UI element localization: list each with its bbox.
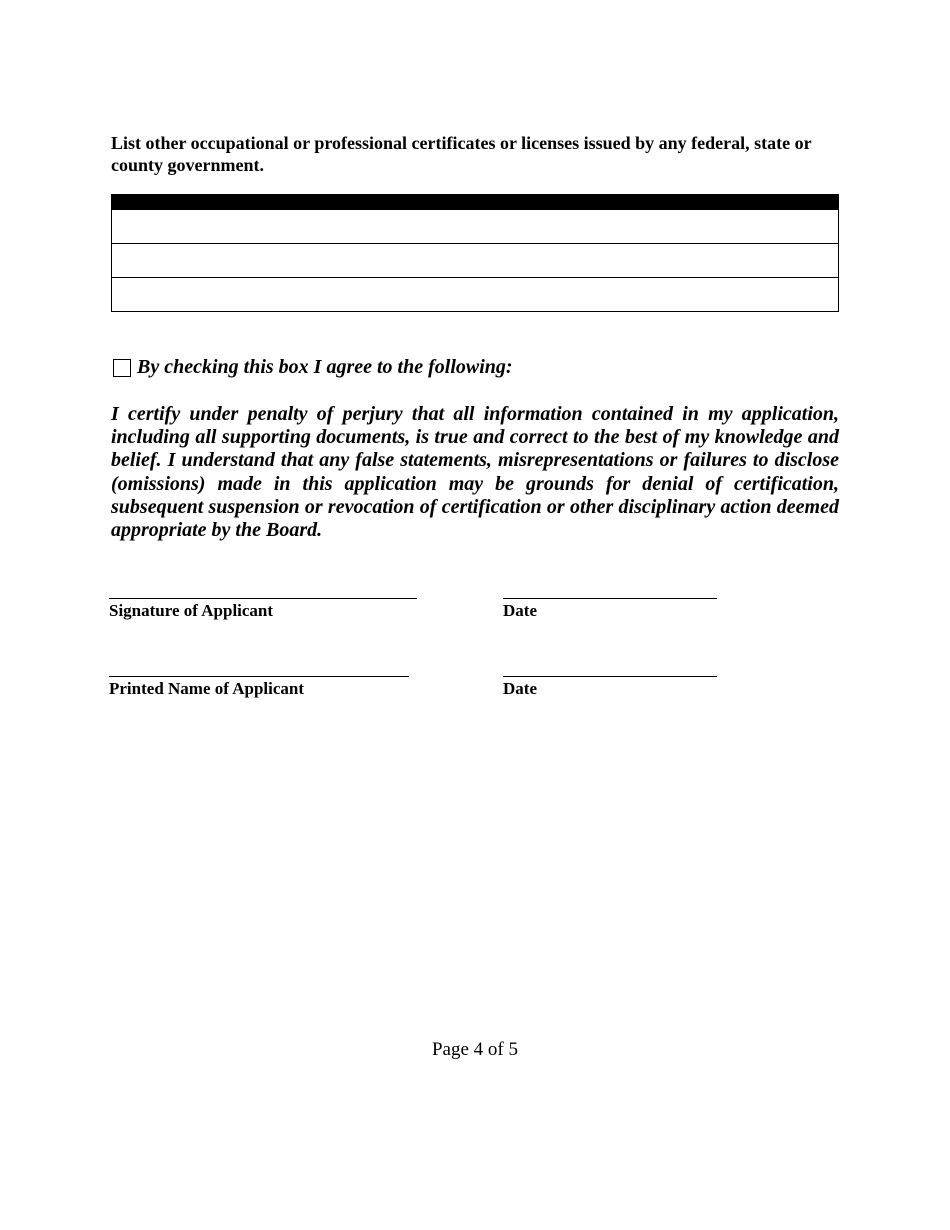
certificates-table [111, 194, 839, 312]
agreement-checkbox-label: By checking this box I agree to the following: [137, 356, 513, 378]
header-bar [112, 195, 839, 210]
printed-name-label: Printed Name of Applicant [109, 679, 305, 698]
printed-name-date-label: Date [503, 679, 537, 698]
signature-label: Signature of Applicant [109, 601, 274, 620]
signature-field[interactable] [109, 598, 417, 599]
certificate-entry-3[interactable] [112, 278, 839, 312]
agreement-row [113, 356, 513, 379]
table-row[interactable] [112, 210, 839, 244]
agreement-checkbox[interactable] [113, 359, 131, 377]
page-number: Page 4 of 5 [431, 1039, 518, 1060]
certificates-table-header [112, 195, 839, 210]
certificates-instructions: List other occupational or professional certificates or licenses issued by any federal, state or county government. [111, 133, 812, 175]
table-row[interactable] [112, 278, 839, 312]
certification-statement: I certify under penalty of perjury that all information contained in my application, including all supporting documents, is true and correct to the best of my knowledge and belief. I understand that any false statements, misrepresentations or failures to disclose (omissions) made in this application may be grounds for denial of certification, subsequent suspension or revocation of certification or other disciplinary action deemed appropriate by the Board. [111, 403, 839, 542]
printed-name-date-field[interactable] [503, 676, 717, 677]
certificate-entry-2[interactable] [112, 244, 839, 278]
table-row[interactable] [112, 244, 839, 278]
signature-date-field[interactable] [503, 598, 717, 599]
printed-name-field[interactable] [109, 676, 409, 677]
signature-date-label: Date [503, 601, 537, 620]
certificate-entry-1[interactable] [112, 210, 839, 244]
